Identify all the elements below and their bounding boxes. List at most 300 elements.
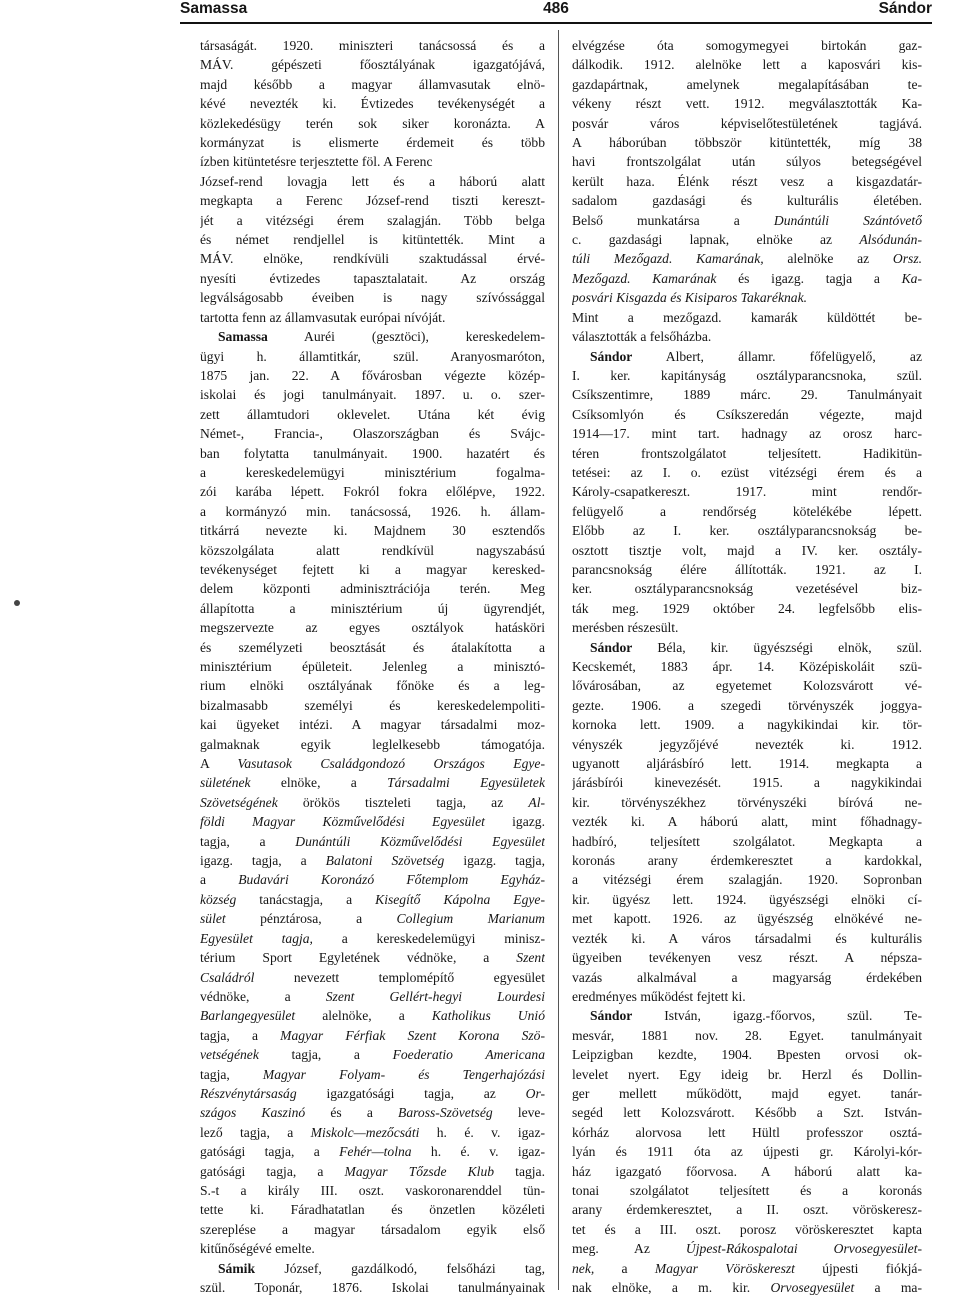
text-run: ban folytatta tanulmányait. 1900. hazatért és: [200, 445, 545, 461]
italic-title: Egyesület tagja,: [200, 930, 313, 946]
italic-title: Újpest-Rákospalotai Orvosegyesület-: [685, 1241, 922, 1257]
italic-title: Mezőgazd. Kamarának: [572, 270, 717, 286]
italic-title: Miskolc—mezőcsáti: [310, 1124, 420, 1140]
text-run: nyesíti évtizedes tapasztalatait. Az ország: [200, 270, 545, 286]
text-run: megszervezte az egyes osztályok hatásköri: [200, 620, 545, 636]
text-run: vényszék jegyzőjévé nevezték ki. 1912.: [572, 736, 922, 752]
italic-title: Barlangegyesület: [200, 1008, 296, 1024]
text-line: [572, 327, 922, 346]
italic-title: vetségének: [200, 1047, 259, 1063]
text-line: [200, 987, 545, 1006]
text-line: [572, 948, 922, 967]
text-line: [200, 230, 545, 249]
text-line: [572, 638, 922, 657]
italic-title: Magyar Férfiak Szent Korona Szö-: [280, 1027, 545, 1043]
text-line: [572, 870, 922, 889]
text-run: met kapott. 1926. az ügyészség elnökévé ne-: [572, 911, 922, 927]
italic-title: Magyar Folyam- és Tengerhajózási: [262, 1066, 545, 1082]
text-line: [200, 463, 545, 482]
text-run: osztott tisztje volt, majd a IV. ker. osztály-: [572, 542, 922, 558]
text-run: igazg. tagja, a: [200, 853, 326, 869]
italic-title: Orsz.: [892, 251, 922, 267]
text-line: [200, 638, 545, 657]
text-run: igazg.: [484, 814, 545, 830]
text-run: szül. Toponár, 1876. Iskolai tanulmányainak: [200, 1280, 545, 1295]
text-line: [572, 211, 922, 230]
text-line: [200, 444, 545, 463]
text-run: gazdapártnak, amelynek megalapításában te-: [572, 76, 922, 92]
text-line: [200, 521, 545, 540]
text-run: gezte. 1906. a szegedi törvényszék joggya-: [572, 697, 922, 713]
text-run: tagja, a: [258, 1047, 393, 1063]
text-run: ügyeiben tevékenyen vesz részt. A népsza-: [572, 950, 922, 966]
text-run: ház igazgató főorvosa. A háború alatt ka-: [572, 1163, 922, 1179]
text-line: [200, 676, 545, 695]
text-line: [200, 1200, 545, 1219]
italic-title: nek,: [572, 1260, 595, 1276]
text-line: [200, 929, 545, 948]
text-run: meg. Az: [572, 1241, 686, 1257]
text-run: I. ker. kapitányság osztályparancsnoka, szül.: [572, 367, 922, 383]
text-run: ügyi h. államtitkár, szül. Aranyosmaróton,: [200, 348, 545, 364]
text-run: gatósági tagja, a: [200, 1163, 345, 1179]
text-line: [572, 657, 922, 676]
text-run: térium Sport Egyletének védnöke, a: [200, 950, 517, 966]
italic-title: Dunántúli Közművelődési Egyesület: [295, 833, 545, 849]
text-run: mesvár, 1881 nov. 28. Egyet. tanulmányait: [572, 1027, 922, 1043]
text-line: [572, 1278, 922, 1297]
text-line: [200, 1065, 545, 1084]
text-line: [200, 424, 545, 443]
text-line: [200, 1278, 545, 1297]
text-line: [572, 133, 922, 152]
text-run: vezték ki. A város társadalmi és kulturális: [572, 930, 922, 946]
text-run: járásbírói kinevezését. 1915. a nagykikindai: [572, 775, 922, 791]
text-run: kórház alorvosa lett Hültl professzor osztá-: [572, 1124, 922, 1140]
text-line: [200, 1084, 545, 1103]
italic-title: Részvénytársaság: [200, 1085, 297, 1101]
italic-title: szágos Kaszinó: [200, 1105, 306, 1121]
text-run: legválságosabb éveiben is nagy szívóssággal: [200, 290, 545, 306]
text-run: majd később a magyar államvasutak elnö-: [200, 76, 545, 92]
text-run: lővárosában, az egyetemet Kolozsvárott vé-: [572, 678, 922, 694]
italic-title: Szövetségének: [200, 794, 278, 810]
text-run: Német-, Francia-, Olaszországban és Svájc-: [200, 426, 545, 442]
text-run: c. gazdasági lapnak, elnöke az: [572, 232, 860, 248]
text-run: jét a vitézségi érem szalagján. Több belga: [200, 212, 545, 228]
text-run: vezték ki. A háború alatt, mint főhadnagy-: [572, 814, 922, 830]
text-run: került haza. Élénk részt vesz a kisgazdatár-: [572, 173, 922, 189]
text-line: [572, 366, 922, 385]
italic-title: Ka-: [901, 270, 922, 286]
text-run: 1875 jan. 22. A fővárosban végezte közép-: [200, 367, 545, 383]
text-line: [200, 482, 545, 501]
text-line: [200, 715, 545, 734]
text-run: hadbíró, teljesített szolgálatot. Megkapta a: [572, 833, 922, 849]
italic-title: Társadalmi Egyesületek: [387, 775, 545, 791]
text-line: [200, 36, 545, 55]
text-line: [572, 521, 922, 540]
text-run: ták meg. 1929 október 24. legfelsőbb elis-: [572, 600, 922, 616]
text-run: elnöke, a: [250, 775, 388, 791]
text-run: bizalmasabb személyi és kereskedelempoliti-: [200, 697, 545, 713]
italic-title: Szent: [516, 950, 545, 966]
italic-title: földi Magyar Közművelődési Egyesület: [200, 814, 485, 830]
text-run: állapította a minisztérium új ügyrendjét,: [200, 600, 545, 616]
text-line: [572, 308, 922, 327]
text-run: tagja, a: [200, 833, 296, 849]
text-run: A háborúban többször kitüntették, míg 38: [572, 135, 922, 151]
text-run: S.-t a király III. oszt. vaskoronarenddel tün-: [200, 1182, 545, 1198]
text-line: [200, 385, 545, 404]
text-run: titkárrá nevezte ki. Majdnem 30 esztendős: [200, 523, 545, 539]
text-line: [200, 211, 545, 230]
text-run: lező tagja, a: [200, 1124, 311, 1140]
running-header: [180, 0, 932, 22]
text-run: lyán és 1911 óta az újpesti gr. Károlyi-kór-: [572, 1144, 922, 1160]
text-run: tet és a III. oszt. porosz vöröskeresztet kapta: [572, 1221, 922, 1237]
text-line: [200, 599, 545, 618]
text-line: [572, 1239, 922, 1258]
margin-mark: [14, 600, 20, 606]
text-run: közlekedésügy terén sok siker koronázta. A: [200, 115, 545, 131]
text-line: [200, 288, 545, 307]
header-left-catchword: Samassa: [180, 0, 248, 17]
text-run: nevezett templomépítő egyesület: [254, 969, 545, 985]
text-run: MÁV. gépészeti főosztályának igazgatójává,: [200, 57, 545, 73]
text-run: József, gazdálkodó, felsőházi tag,: [255, 1260, 545, 1276]
italic-title: Családról: [200, 969, 255, 985]
text-line: [200, 502, 545, 521]
text-line: [200, 968, 545, 987]
italic-title: Szent Gellért-hegyi Lourdesi: [325, 988, 545, 1004]
text-line: [572, 424, 922, 443]
text-line: [572, 773, 922, 792]
text-line: [200, 75, 545, 94]
text-run: Kecskemét, 1883 ápr. 14. Középiskoláit szü-: [572, 659, 922, 674]
text-line: [200, 249, 545, 268]
text-run: Belső munkatársa a: [572, 212, 774, 228]
italic-title: Collegium Marianum: [396, 911, 545, 927]
text-run: merésben részesült.: [572, 620, 679, 636]
text-run: Leipzigban kezdte, 1904. Bpesten orvosi ok-: [572, 1047, 922, 1063]
text-run: rium elnöki osztályának főnöke és a leg-: [200, 678, 545, 694]
text-run: kormányzat is elismerte érdemeit és több: [200, 135, 545, 151]
text-line: [572, 94, 922, 113]
text-run: újpesti fiókjá-: [794, 1260, 922, 1276]
text-run: a kereskedelemügyi minisztérium fogalma-: [200, 464, 545, 480]
text-run: 1914—17. mint tart. hadnagy az orosz harc-: [572, 426, 922, 442]
header-rule: [180, 22, 932, 24]
text-line: [572, 832, 922, 851]
text-line: [200, 696, 545, 715]
page-number: 486: [543, 0, 569, 17]
text-run: segéd lett Kolozsvárott. Később a Szt. István-: [572, 1105, 922, 1121]
text-line: [572, 1162, 922, 1181]
italic-title: község: [200, 891, 237, 907]
text-line: [200, 812, 545, 831]
text-run: a kereskedelemügyi minisz-: [312, 930, 545, 946]
text-line: [572, 987, 922, 1006]
italic-title: sület: [200, 911, 226, 927]
text-line: [572, 579, 922, 598]
text-line: [572, 793, 922, 812]
text-line: [572, 1123, 922, 1142]
text-run: A: [200, 756, 238, 772]
text-run: parancsnokság élére állították. 1921. az I.: [572, 561, 922, 577]
text-run: tagja,: [200, 1066, 263, 1082]
text-run: és személyzeti beosztását és átalakította a: [200, 639, 545, 655]
text-line: [200, 1045, 545, 1064]
text-line: [572, 36, 922, 55]
text-line: [200, 579, 545, 598]
text-run: választották a felsőházba.: [572, 329, 712, 345]
text-run: arany érdemkeresztet, a II. oszt. vöröskeresz-: [572, 1202, 922, 1218]
text-run: minisztérium épületeit. Jelenleg a minisztó-: [200, 659, 545, 674]
text-line: [572, 1103, 922, 1122]
italic-title: Katholikus Unió: [431, 1008, 545, 1024]
text-line: [572, 1026, 922, 1045]
text-line: [572, 1142, 922, 1161]
text-line: [200, 191, 545, 210]
text-run: tagja.: [494, 1163, 545, 1179]
text-run: delem központi adminisztrációja terén. Meg: [200, 581, 545, 597]
text-run: József-rend lovagja lett és a háború alatt: [200, 173, 545, 189]
entry-headword: Sándor: [590, 348, 633, 364]
italic-title: Magyar Tőzsde Klub: [344, 1163, 495, 1179]
text-line: [572, 1220, 922, 1239]
text-line: [200, 1162, 545, 1181]
text-line: [200, 152, 545, 171]
text-run: szereplése a magyar társadalom egyik első: [200, 1221, 545, 1237]
italic-title: Vasutasok Családgondozó Országos Egye-: [237, 756, 545, 772]
text-line: [200, 366, 545, 385]
text-line: [200, 1123, 545, 1142]
text-line: [572, 152, 922, 171]
text-line: [572, 347, 922, 366]
text-run: Csíksomlyón és Csíkszeredán végezte, majd: [572, 406, 922, 422]
text-run: ger mellett működött, majd egyet. tanár-: [572, 1085, 922, 1101]
italic-title: Dunántúli Szántóvető: [773, 212, 922, 228]
text-run: tartotta fenn az államvasutak európai nívóját.: [200, 309, 446, 325]
text-run: galmaknak egyik leglelkesebb támogatója.: [200, 736, 545, 752]
text-run: ker. osztályparancsnokság vezetésével biz-: [572, 581, 922, 597]
text-run: kir. ügyész lett. 1924. ügyészségi elnöki cí-: [572, 891, 922, 907]
text-run: havi frontszolgálat után súlyos betegségével: [572, 154, 922, 170]
text-line: [200, 1026, 545, 1045]
text-line: [200, 657, 545, 676]
text-line: [572, 482, 922, 501]
text-run: posvár város képviselőtestületének tagjává.: [572, 115, 922, 131]
text-line: [200, 133, 545, 152]
text-run: Csíkszentimre, 1889 márc. 29. Tanulmányait: [572, 387, 922, 403]
text-run: Mint a mezőgazd. kamarák küldöttét be-: [572, 309, 922, 325]
text-line: [200, 832, 545, 851]
italic-title: Kisegítő Kápolna Egye-: [375, 891, 545, 907]
text-run: sadalom gazdasági és kulturális életében.: [572, 193, 922, 209]
text-line: [200, 948, 545, 967]
header-right-catchword: Sándor: [878, 0, 932, 17]
text-line: [572, 249, 922, 268]
text-line: [572, 599, 922, 618]
text-run: Béla, kir. ügyészségi elnök, szül.: [632, 639, 922, 655]
text-run: kévé nevezték ki. Évtizedes tevékenységét a: [200, 96, 545, 112]
text-run: elvégzése óta somogymegyei birtokán gaz-: [572, 38, 922, 53]
text-line: [572, 230, 922, 249]
text-line: [200, 1220, 545, 1239]
text-line: [572, 618, 922, 637]
text-line: [200, 327, 545, 346]
text-run: és német rendjellel is kitüntették. Mint a: [200, 232, 545, 248]
text-run: tonai szolgálatot teljesített és a koronás: [572, 1182, 922, 1198]
text-run: Károly-csapatkereszt. 1917. mint rendőr-: [572, 484, 922, 500]
text-run: István, igazg.-főorvos, szül. Te-: [632, 1008, 922, 1024]
text-run: igazgatósági tagja, az: [296, 1085, 526, 1101]
text-line: [572, 1181, 922, 1200]
text-line: [572, 851, 922, 870]
text-line: [572, 890, 922, 909]
italic-title: posvári Kisgazda és Kisiparos Takaréknak.: [572, 290, 808, 306]
text-line: [200, 735, 545, 754]
text-column-left: [200, 36, 545, 1297]
text-run: a kormányzó min. tanácsossá, 1926. h. állam-: [200, 503, 545, 519]
italic-title: Orvosegyesület: [770, 1280, 855, 1295]
text-run: ízben kitüntetésre terjesztette föl. A Ferenc: [200, 154, 433, 170]
text-run: és a: [305, 1105, 399, 1121]
text-run: közszolgálata alatt rendkívül nagyszabású: [200, 542, 545, 558]
entry-headword: Sándor: [590, 639, 633, 655]
text-line: [572, 1065, 922, 1084]
text-line: [200, 909, 545, 928]
text-line: [572, 909, 922, 928]
text-run: h. é. v. igaz-: [411, 1144, 545, 1160]
text-line: [200, 1239, 545, 1258]
entry-headword: Sándor: [590, 1008, 633, 1024]
text-line: [572, 715, 922, 734]
text-run: védnöke, a: [200, 988, 326, 1004]
text-run: h. é. v. igaz-: [419, 1124, 545, 1140]
text-run: levelet nyert. Egy ideig br. Herzl és Dollin-: [572, 1066, 922, 1082]
entry-headword: Samassa: [218, 329, 268, 345]
text-line: [572, 968, 922, 987]
text-line: [572, 172, 922, 191]
text-line: [572, 676, 922, 695]
text-line: [572, 288, 922, 307]
text-run: kai ügyeket intézi. A magyar társadalmi moz-: [200, 717, 545, 733]
text-run: örökös tiszteleti tagja, az: [277, 794, 529, 810]
text-run: megkapta a Ferenc József-rend tiszti kereszt-: [200, 193, 545, 209]
italic-title: Alsódunán-: [859, 232, 922, 248]
text-line: [200, 1006, 545, 1025]
entry-headword: Sámik: [218, 1260, 256, 1276]
text-line: [572, 269, 922, 288]
text-line: [200, 793, 545, 812]
text-line: [572, 1006, 922, 1025]
italic-title: Fehér—tolna: [339, 1144, 412, 1160]
text-run: pénztárosa, a: [225, 911, 397, 927]
text-run: és igazg. tagja a: [716, 270, 902, 286]
text-line: [572, 735, 922, 754]
text-line: [572, 114, 922, 133]
text-line: [572, 1259, 922, 1278]
text-line: [572, 463, 922, 482]
text-run: a: [200, 872, 239, 888]
text-line: [200, 1103, 545, 1122]
text-line: [572, 1200, 922, 1219]
text-line: [572, 1084, 922, 1103]
text-run: tevékenységet fejtett ki a magyar keresked-: [200, 561, 545, 577]
text-line: [200, 870, 545, 889]
italic-title: sületének: [200, 775, 251, 791]
text-line: [200, 851, 545, 870]
text-line: [200, 618, 545, 637]
text-run: eredményes működést fejtett ki.: [572, 988, 746, 1004]
text-line: [200, 55, 545, 74]
text-line: [572, 754, 922, 773]
text-run: igazg. tagja,: [444, 853, 545, 869]
text-line: [200, 541, 545, 560]
text-line: [200, 754, 545, 773]
text-line: [200, 269, 545, 288]
text-line: [572, 55, 922, 74]
text-line: [200, 1181, 545, 1200]
text-run: iskolai és jogi tanulmányait. 1897. u. o. szer-: [200, 387, 545, 403]
text-line: [200, 1142, 545, 1161]
text-run: MÁV. elnöke, rendkívüli szaktudással érvé-: [200, 251, 545, 267]
text-line: [200, 114, 545, 133]
text-run: gatósági tagja, a: [200, 1144, 340, 1160]
text-line: [572, 541, 922, 560]
italic-title: Baross-Szövetség: [398, 1105, 493, 1121]
text-run: Előbb az I. ker. osztályparancsnokság be-: [572, 523, 922, 539]
text-line: [200, 405, 545, 424]
text-run: leve-: [492, 1105, 545, 1121]
text-run: koronás arany érdemkeresztet a kardokkal,: [572, 853, 922, 869]
italic-title: Al-: [528, 794, 545, 810]
text-run: tetései: az I. o. ezüst vitézségi érem és a: [572, 464, 922, 480]
text-run: a: [594, 1260, 655, 1276]
italic-title: Budavári Koronázó Főtemplom Egyház-: [238, 872, 545, 888]
text-line: [200, 560, 545, 579]
italic-title: Magyar Vöröskereszt: [654, 1260, 795, 1276]
text-line: [572, 560, 922, 579]
text-column-right: [572, 36, 922, 1297]
text-line: [572, 696, 922, 715]
text-run: zett államtudori oklevelet. Utána két évig: [200, 406, 545, 422]
text-run: dálkodik. 1912. alelnöke lett a kaposvári kis-: [572, 57, 922, 73]
text-run: kornoka lett. 1909. a nagykikindai kir. tör-: [572, 717, 922, 733]
text-line: [200, 1259, 545, 1278]
text-line: [200, 94, 545, 113]
text-line: [572, 444, 922, 463]
text-line: [572, 502, 922, 521]
text-line: [200, 172, 545, 191]
text-line: [200, 347, 545, 366]
italic-title: túli Mezőgazd. Kamarának,: [572, 251, 764, 267]
text-run: ugyanott aljárásbíró lett. 1914. megkapta a: [572, 756, 922, 772]
text-run: a ma-: [854, 1280, 922, 1295]
text-run: kir. törvényszékhez törvényszéki bíróvá ne-: [572, 794, 922, 810]
text-line: [200, 308, 545, 327]
text-run: tanácstagja, a: [236, 891, 376, 907]
text-run: alelnöke az: [763, 251, 893, 267]
text-line: [572, 812, 922, 831]
text-line: [572, 1045, 922, 1064]
text-run: Auréi (gesztöci), kereskedelem-: [267, 329, 545, 345]
text-run: alelnöke, a: [295, 1008, 432, 1024]
text-run: a vitézségi érem szalagján. 1920. Sopronban: [572, 872, 922, 888]
text-run: vékeny részt vett. 1912. megválasztották Ka-: [572, 96, 922, 112]
